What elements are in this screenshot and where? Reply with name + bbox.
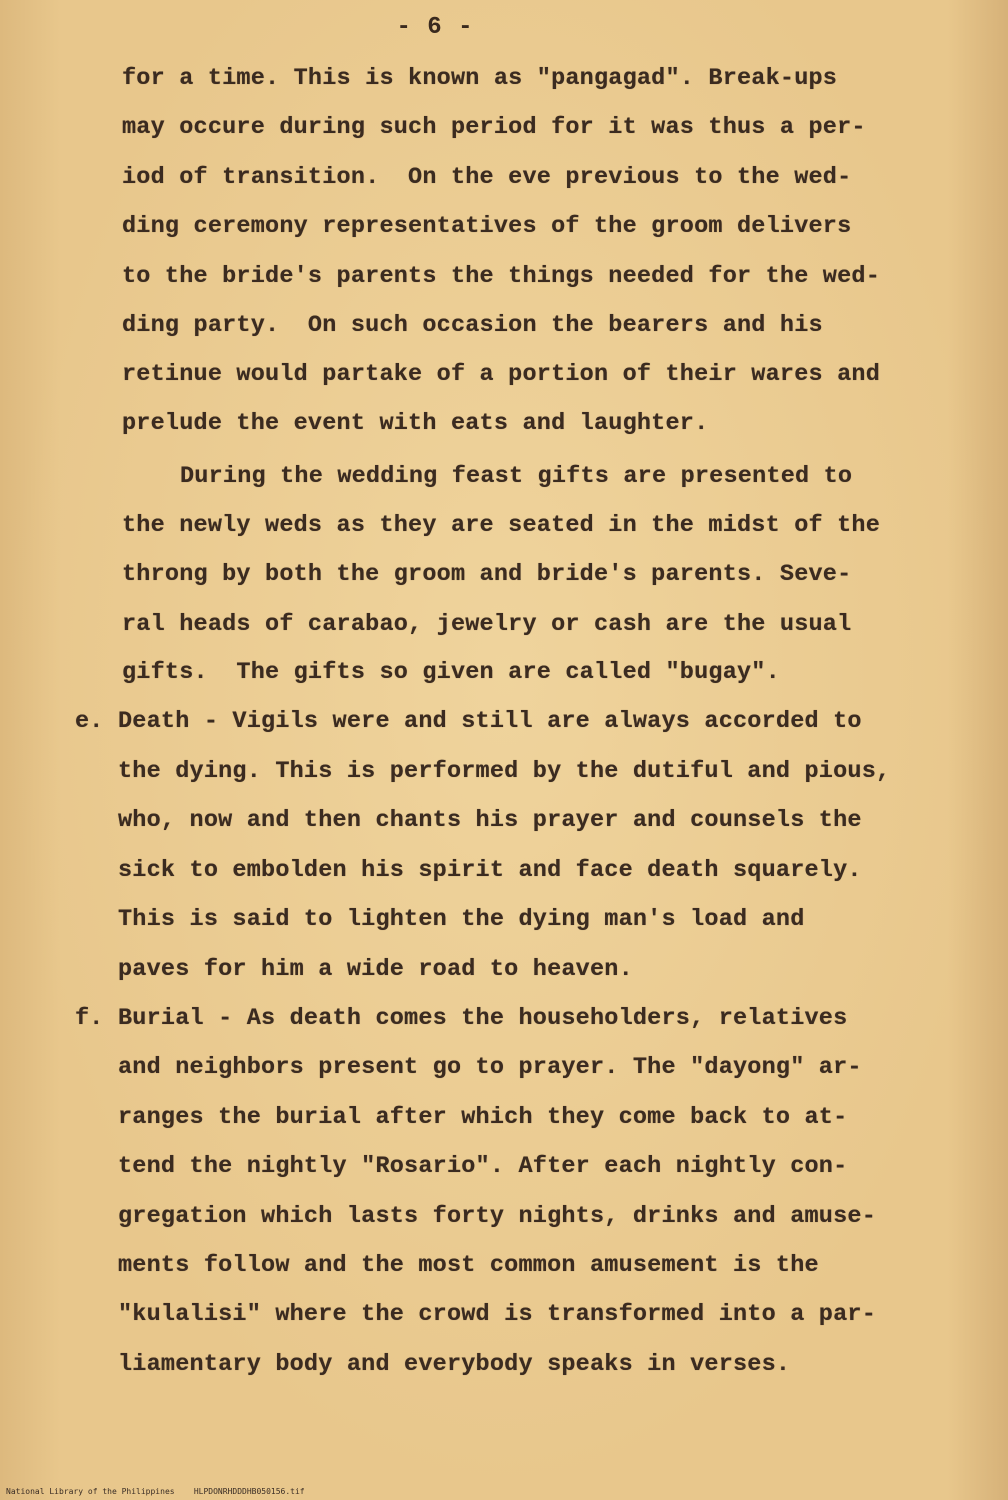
text-line: "kulalisi" where the crowd is transformed into a par-: [118, 1301, 877, 1328]
text-line: gregation which lasts forty nights, drinks and amuse-: [118, 1203, 877, 1230]
text-line: ranges the burial after which they come back to at-: [118, 1104, 848, 1131]
text-line: Burial - As death comes the householders, relatives: [118, 1005, 848, 1032]
text-line: iod of transition. On the eve previous to the wed-: [122, 164, 852, 191]
text-line: for a time. This is known as "pangagad". Break-ups: [122, 65, 838, 92]
text-line: and neighbors present go to prayer. The "dayong" ar-: [118, 1054, 862, 1081]
text-line: throng by both the groom and bride's parents. Seve-: [122, 561, 852, 588]
text-line: ments follow and the most common amusement is the: [118, 1252, 819, 1279]
text-line: the dying. This is performed by the dutiful and pious,: [118, 758, 891, 785]
footer-caption: National Library of the Philippines HLPDONRHDDDHB050156.tif: [6, 1487, 305, 1496]
text-line: ding ceremony representatives of the groom delivers: [122, 213, 852, 240]
page-number: - 6 -: [396, 14, 474, 41]
text-line: Death - Vigils were and still are always accorded to: [118, 708, 862, 735]
text-line: sick to embolden his spirit and face death squarely.: [118, 857, 862, 884]
text-line: ding party. On such occasion the bearers and his: [122, 312, 823, 339]
text-line: paves for him a wide road to heaven.: [118, 956, 633, 983]
text-line: tend the nightly "Rosario". After each nightly con-: [118, 1153, 848, 1180]
text-line: gifts. The gifts so given are called "bugay".: [122, 659, 780, 686]
text-line: This is said to lighten the dying man's load and: [118, 906, 805, 933]
item-marker-burial: f.: [75, 1005, 104, 1032]
text-line: may occure during such period for it was thus a per-: [122, 114, 866, 141]
item-marker-death: e.: [75, 708, 104, 735]
text-line: the newly weds as they are seated in the midst of the: [122, 512, 881, 539]
text-line: to the bride's parents the things needed for the wed-: [122, 263, 881, 290]
text-line: prelude the event with eats and laughter.: [122, 410, 709, 437]
text-line: During the wedding feast gifts are presented to: [180, 463, 853, 490]
text-line: ral heads of carabao, jewelry or cash are the usual: [122, 611, 852, 638]
text-line: retinue would partake of a portion of their wares and: [122, 361, 881, 388]
text-line: liamentary body and everybody speaks in verses.: [118, 1351, 791, 1378]
text-line: who, now and then chants his prayer and counsels the: [118, 807, 862, 834]
